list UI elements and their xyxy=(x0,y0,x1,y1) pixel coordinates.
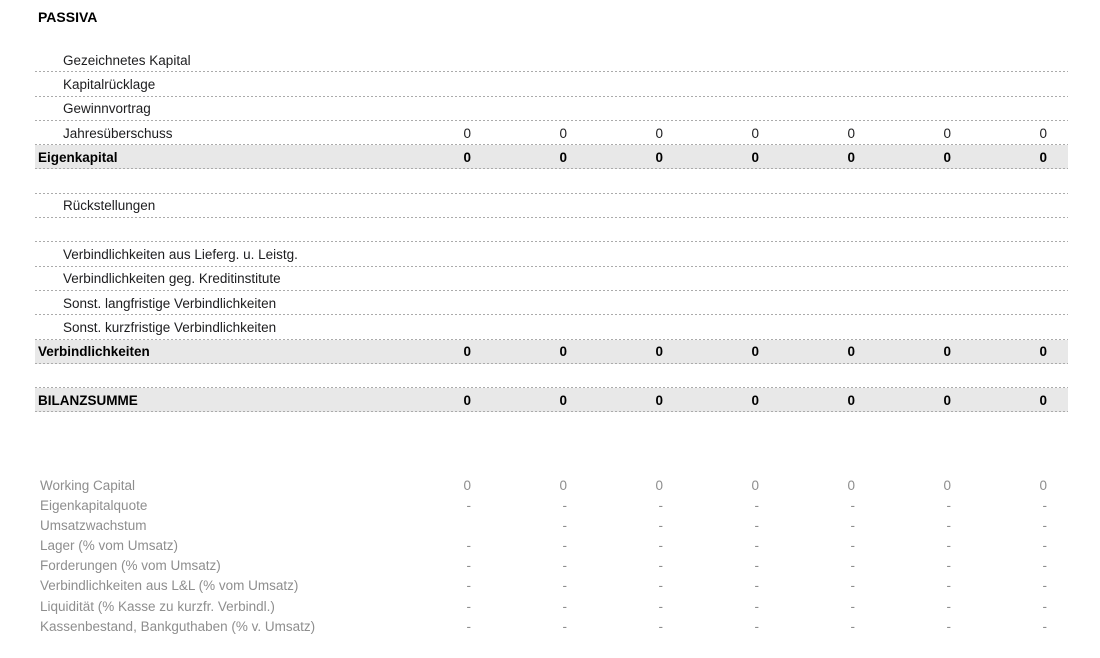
value-cell: 0 xyxy=(655,125,663,141)
value-cell: - xyxy=(658,598,663,614)
value-cell: 0 xyxy=(655,478,663,493)
table-row xyxy=(35,556,1068,576)
value-cell: 0 xyxy=(655,344,663,360)
value-cell: - xyxy=(1042,618,1047,634)
value-cell: - xyxy=(946,558,951,574)
value-cell: - xyxy=(1042,578,1047,594)
section-title: PASSIVA xyxy=(38,9,98,25)
total-row xyxy=(35,145,1068,169)
value-cell: - xyxy=(658,538,663,554)
value-cell: 0 xyxy=(559,344,567,360)
value-cell: 0 xyxy=(847,392,855,408)
value-cell: - xyxy=(562,618,567,634)
value-cell: 0 xyxy=(847,149,855,165)
table-row xyxy=(35,315,1068,339)
value-cell: 0 xyxy=(1039,125,1047,141)
value-cell: - xyxy=(562,598,567,614)
row-label: Rückstellungen xyxy=(63,198,156,214)
value-cell: 0 xyxy=(943,478,951,493)
value-cell: 0 xyxy=(943,125,951,141)
value-cell: 0 xyxy=(943,344,951,360)
value-cell: - xyxy=(754,578,759,594)
value-cell: - xyxy=(850,498,855,514)
value-cell: 0 xyxy=(943,392,951,408)
table-row xyxy=(35,194,1068,218)
row-label: Gezeichnetes Kapital xyxy=(63,52,191,68)
value-cell: - xyxy=(658,618,663,634)
table-row xyxy=(35,242,1068,266)
value-cell: - xyxy=(562,558,567,574)
spacer-row xyxy=(35,364,1068,388)
value-cell: - xyxy=(754,598,759,614)
value-cell: - xyxy=(850,598,855,614)
value-cell: - xyxy=(1042,538,1047,554)
value-cell: - xyxy=(754,518,759,534)
value-cell: - xyxy=(562,538,567,554)
row-label: Kapitalrücklage xyxy=(63,76,156,92)
value-cell: 0 xyxy=(1039,478,1047,493)
row-label: Forderungen (% vom Umsatz) xyxy=(40,558,221,574)
value-cell: 0 xyxy=(751,392,759,408)
row-label: Verbindlichkeiten xyxy=(38,344,150,360)
value-cell: - xyxy=(562,498,567,514)
value-cell: - xyxy=(850,578,855,594)
value-cell: - xyxy=(754,558,759,574)
value-cell: - xyxy=(946,518,951,534)
value-cell: - xyxy=(562,578,567,594)
table-row xyxy=(35,291,1068,315)
row-label: Liquidität (% Kasse zu kurzfr. Verbindl.) xyxy=(40,598,275,614)
balance-sheet xyxy=(35,0,1068,636)
row-label: Eigenkapital xyxy=(38,149,118,165)
total-row xyxy=(35,388,1068,412)
value-cell: 0 xyxy=(463,149,471,165)
value-cell: - xyxy=(946,598,951,614)
spacer-row xyxy=(35,218,1068,242)
value-cell: 0 xyxy=(559,478,567,493)
row-label: Lager (% vom Umsatz) xyxy=(40,538,179,554)
value-cell: - xyxy=(658,578,663,594)
value-cell: - xyxy=(850,618,855,634)
table-row xyxy=(35,496,1068,516)
table-row xyxy=(35,121,1068,145)
value-cell: 0 xyxy=(751,149,759,165)
value-cell: - xyxy=(850,558,855,574)
value-cell: - xyxy=(1042,598,1047,614)
row-label: Umsatzwachstum xyxy=(40,518,147,534)
total-row xyxy=(35,340,1068,364)
balance-table xyxy=(35,48,1068,412)
value-cell: - xyxy=(466,618,471,634)
value-cell: - xyxy=(946,498,951,514)
table-row xyxy=(35,72,1068,96)
value-cell: 0 xyxy=(847,344,855,360)
spacer-row xyxy=(35,169,1068,193)
value-cell: - xyxy=(1042,558,1047,574)
value-cell: 0 xyxy=(847,478,855,493)
row-label: Verbindlichkeiten aus L&L (% vom Umsatz) xyxy=(40,578,299,594)
table-row xyxy=(35,596,1068,616)
value-cell: - xyxy=(946,538,951,554)
row-label: Sonst. langfristige Verbindlichkeiten xyxy=(63,295,277,311)
value-cell: 0 xyxy=(751,478,759,493)
table-row xyxy=(35,267,1068,291)
table-row xyxy=(35,48,1068,72)
row-label: Eigenkapitalquote xyxy=(40,498,148,514)
value-cell: - xyxy=(850,538,855,554)
value-cell: 0 xyxy=(655,149,663,165)
value-cell: 0 xyxy=(463,392,471,408)
value-cell: - xyxy=(466,558,471,574)
row-label: Verbindlichkeiten aus Lieferg. u. Leistg. xyxy=(63,247,298,263)
row-label: Jahresüberschuss xyxy=(63,125,173,141)
row-label: Gewinnvortrag xyxy=(63,101,151,117)
value-cell: - xyxy=(466,498,471,514)
value-cell: - xyxy=(754,618,759,634)
value-cell: 0 xyxy=(559,125,567,141)
value-cell: 0 xyxy=(1039,392,1047,408)
value-cell: - xyxy=(946,618,951,634)
table-row xyxy=(35,536,1068,556)
ratios-table xyxy=(35,475,1068,636)
value-cell: 0 xyxy=(751,125,759,141)
value-cell: 0 xyxy=(463,344,471,360)
table-row xyxy=(35,475,1068,495)
value-cell: - xyxy=(754,538,759,554)
row-label: Working Capital xyxy=(40,478,136,493)
value-cell: - xyxy=(754,498,759,514)
value-cell: 0 xyxy=(559,149,567,165)
value-cell: 0 xyxy=(559,392,567,408)
table-row xyxy=(35,616,1068,636)
value-cell: 0 xyxy=(1039,149,1047,165)
value-cell: 0 xyxy=(463,125,471,141)
value-cell: - xyxy=(850,518,855,534)
value-cell: 0 xyxy=(1039,344,1047,360)
table-row xyxy=(35,97,1068,121)
value-cell: - xyxy=(946,578,951,594)
value-cell: 0 xyxy=(943,149,951,165)
value-cell: - xyxy=(466,578,471,594)
value-cell: 0 xyxy=(655,392,663,408)
row-label: BILANZSUMME xyxy=(38,392,138,408)
row-label: Kassenbestand, Bankguthaben (% v. Umsatz) xyxy=(40,618,316,634)
value-cell: - xyxy=(658,498,663,514)
value-cell: - xyxy=(1042,498,1047,514)
value-cell: 0 xyxy=(847,125,855,141)
table-row xyxy=(35,576,1068,596)
row-label: Sonst. kurzfristige Verbindlichkeiten xyxy=(63,319,277,335)
table-row xyxy=(35,516,1068,536)
value-cell: - xyxy=(466,598,471,614)
value-cell: - xyxy=(466,538,471,554)
value-cell: - xyxy=(562,518,567,534)
value-cell: - xyxy=(658,518,663,534)
value-cell: 0 xyxy=(751,344,759,360)
value-cell: - xyxy=(658,558,663,574)
value-cell: - xyxy=(1042,518,1047,534)
row-label: Verbindlichkeiten geg. Kreditinstitute xyxy=(63,271,281,287)
value-cell: 0 xyxy=(463,478,471,493)
